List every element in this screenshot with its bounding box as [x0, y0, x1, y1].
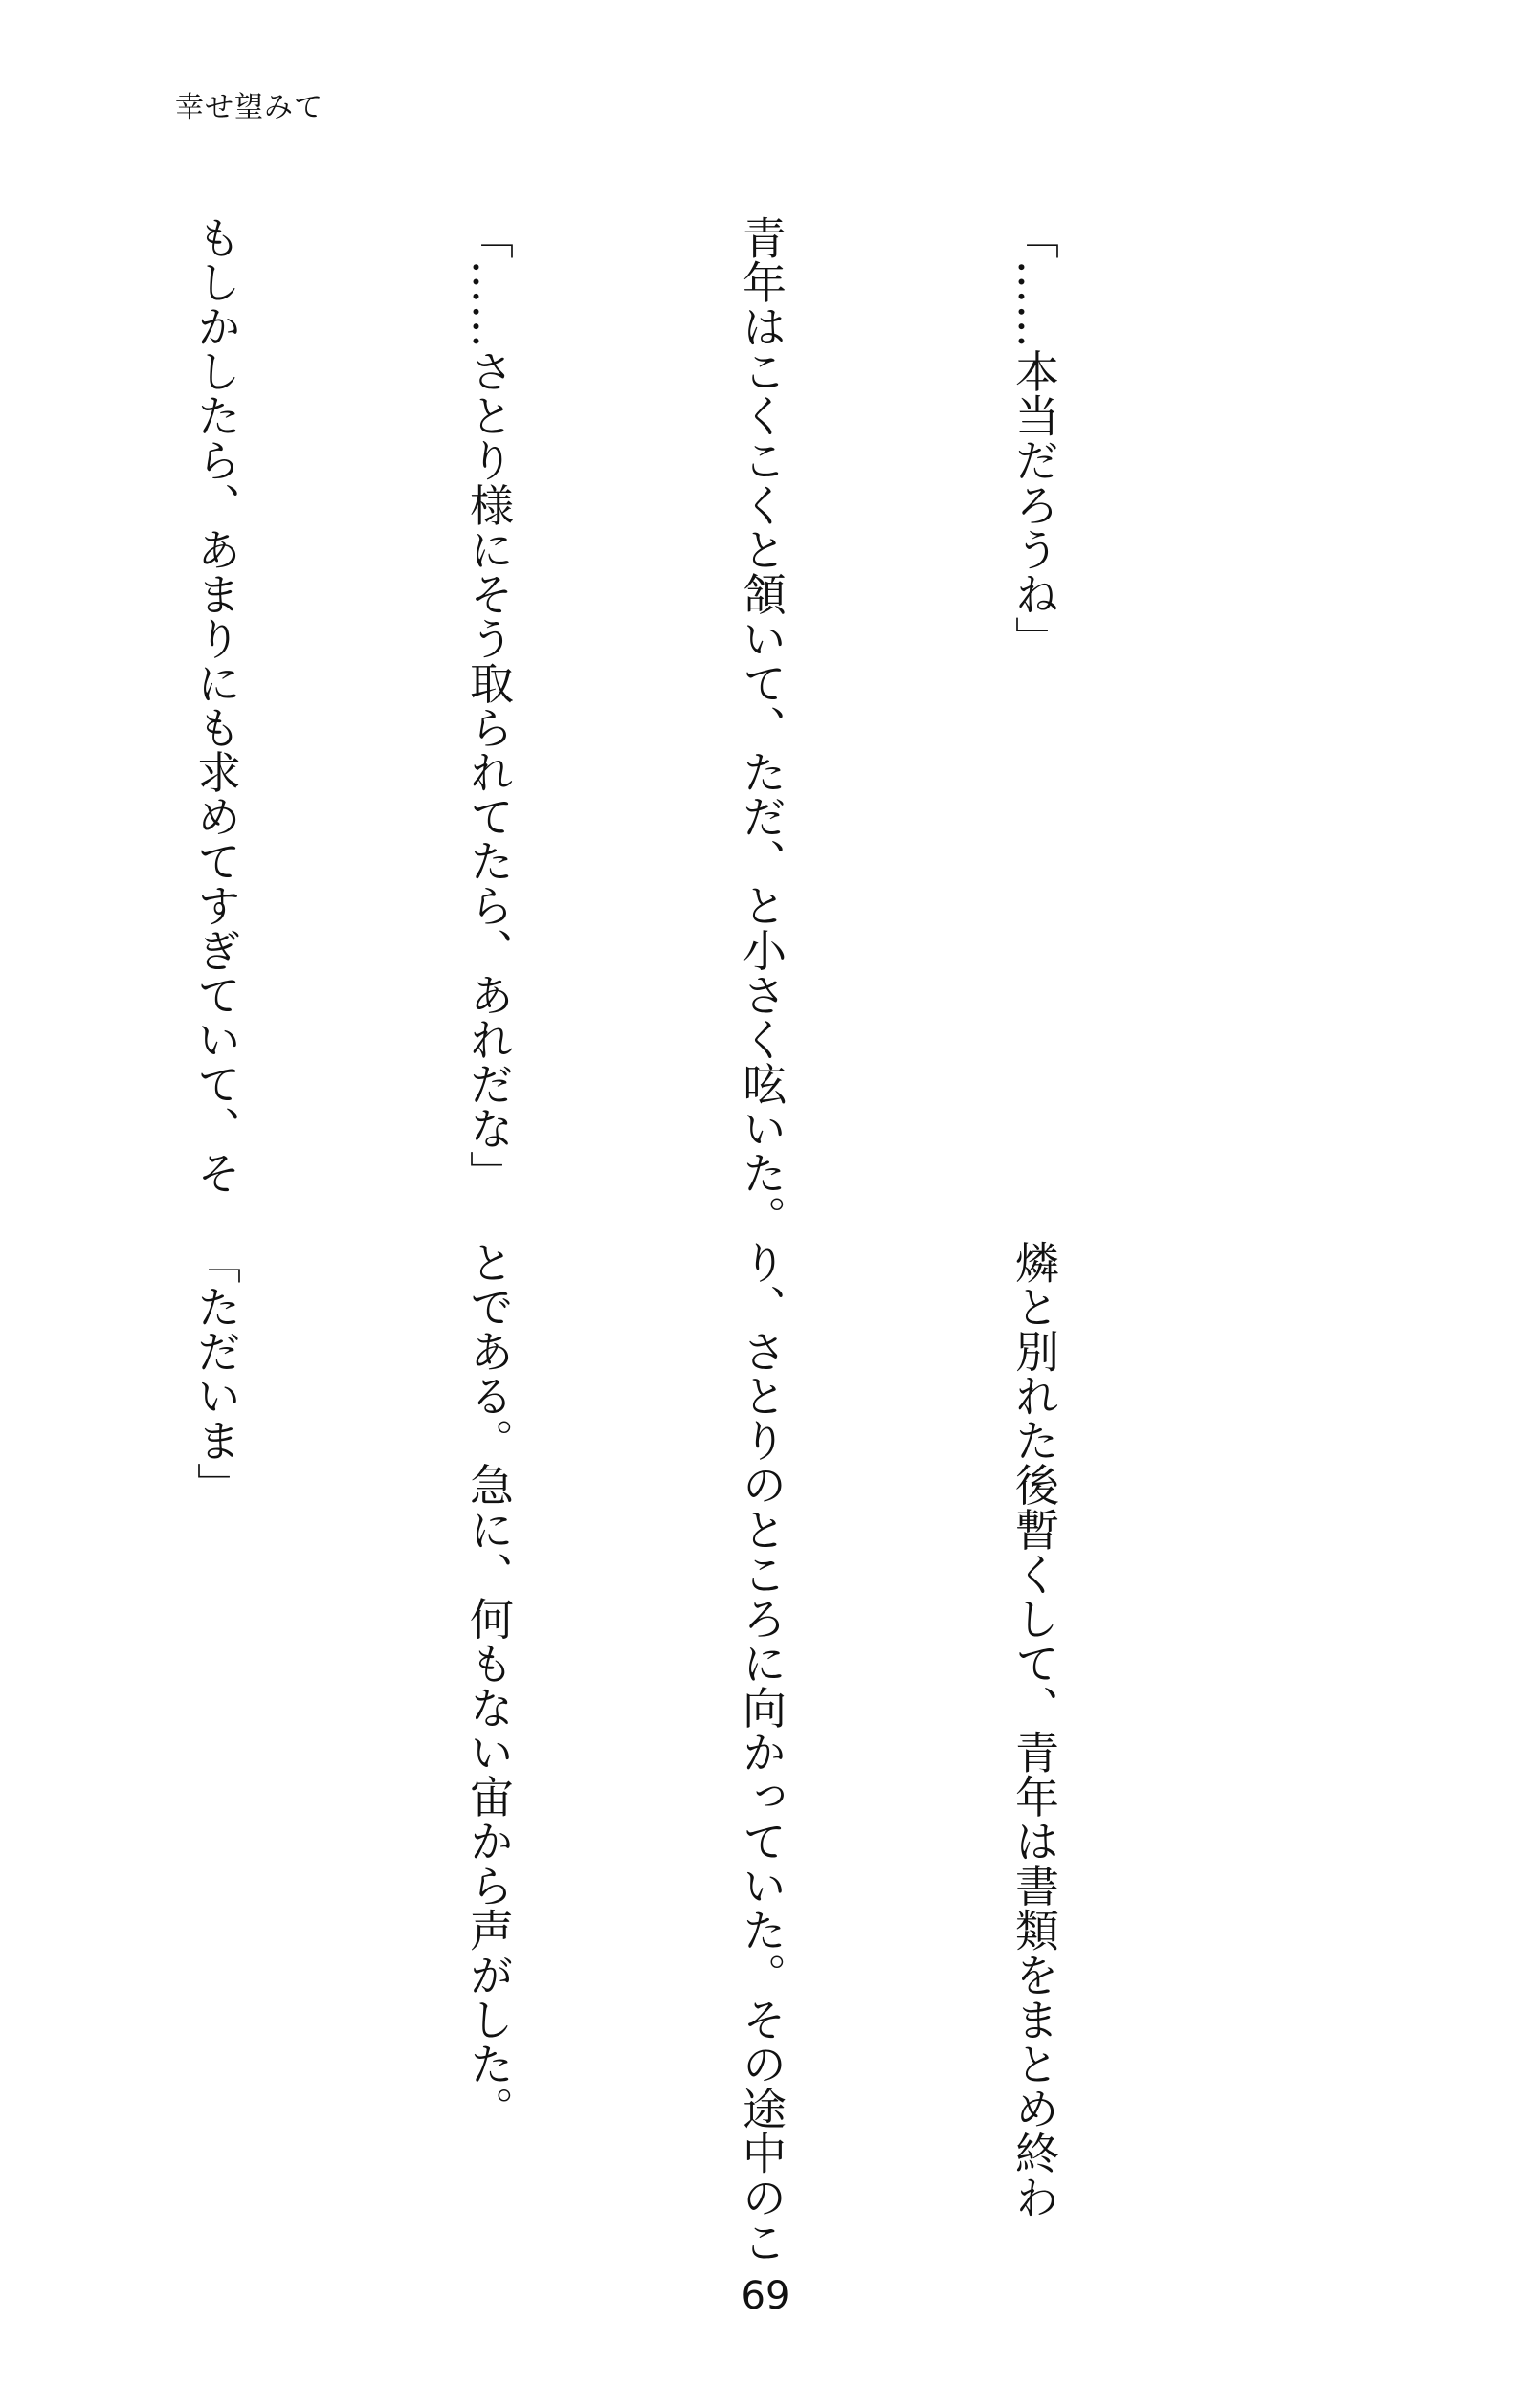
text-line: 「……本当だろうね」	[1009, 215, 1060, 661]
page-number: 69	[741, 2274, 790, 2318]
text-line: とである。急に、何もない宙から声がした。	[463, 1240, 515, 2131]
text-line: り、さとりのところに向かっていた。その途中のこ	[736, 1240, 788, 2264]
text-block-bottom	[190, 1240, 1261, 2264]
text-line: 「ただいま」	[190, 1240, 242, 1508]
text-block-top	[190, 215, 1261, 1240]
text-line: 燐と別れた後暫くして、青年は書類をまとめ終わ	[1009, 1240, 1060, 2220]
text-line: もしかしたら、あまりにも求めてすぎていて、そ	[190, 215, 242, 1196]
text-line: 「……さとり様にそう取られてたら、あれだな」	[463, 215, 515, 1196]
text-line: 青年はこくこくと頷いて、ただ、と小さく呟いた。	[736, 215, 788, 1240]
running-header: 幸せ望みて	[175, 91, 323, 124]
